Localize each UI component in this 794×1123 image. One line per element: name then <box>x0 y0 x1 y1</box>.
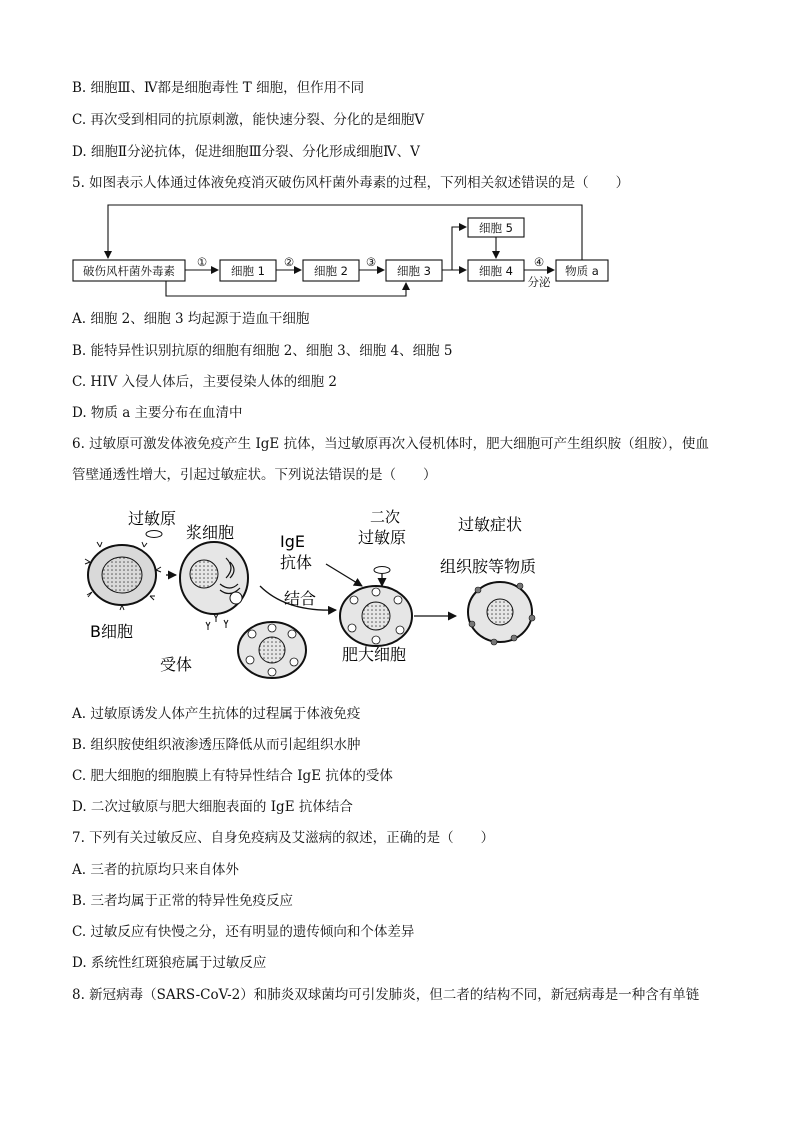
plasma-cell-label: 浆细胞 <box>186 523 235 542</box>
secrete-label: 分泌 <box>527 275 551 289</box>
box-toxin-label: 破伤风杆菌外毒素 <box>83 264 175 278</box>
step-2: ② <box>283 255 295 269</box>
box-cell5-label: 细胞 5 <box>479 221 513 235</box>
q5-option-c: C. HIV 入侵人体后，主要侵染人体的细胞 2 <box>72 374 337 390</box>
mast-cell-lower-drawing <box>238 622 306 678</box>
q5-option-b: B. 能特异性识别抗原的细胞有细胞 2、细胞 3、细胞 4、细胞 5 <box>72 343 453 359</box>
b-cell-label: B细胞 <box>90 622 133 641</box>
degranulating-cell-drawing <box>468 582 535 645</box>
mast-cell-drawing <box>340 586 412 646</box>
box-cell4-label: 细胞 4 <box>479 264 513 278</box>
ige-label-1: IgE <box>280 532 305 551</box>
ige-label-2: 抗体 <box>280 553 313 572</box>
q6-allergy-figure <box>74 500 554 690</box>
q5-flow-diagram <box>68 200 613 302</box>
q4-option-b: B. 细胞Ⅲ、Ⅳ都是细胞毒性 T 细胞，但作用不同 <box>72 80 365 96</box>
mast-cell-label: 肥大细胞 <box>342 645 407 664</box>
step-1: ① <box>196 255 208 269</box>
q5-option-a: A. 细胞 2、细胞 3 均起源于造血干细胞 <box>72 311 310 327</box>
second-allergen-label-2: 过敏原 <box>358 528 407 547</box>
q7-option-a: A. 三者的抗原均只来自体外 <box>72 862 239 878</box>
symptom-label: 过敏症状 <box>458 515 523 534</box>
step-3: ③ <box>365 255 377 269</box>
bind-label: 结合 <box>284 589 317 608</box>
q4-option-d: D. 细胞Ⅱ分泌抗体，促进细胞Ⅲ分裂、分化形成细胞Ⅳ、Ⅴ <box>72 144 420 160</box>
box-cell2-label: 细胞 2 <box>314 264 348 278</box>
box-cell1-label: 细胞 1 <box>231 264 265 278</box>
box-cell3-label: 细胞 3 <box>397 264 431 278</box>
q7-option-d: D. 系统性红斑狼疮属于过敏反应 <box>72 955 267 971</box>
q4-option-c: C. 再次受到相同的抗原刺激，能快速分裂、分化的是细胞Ⅴ <box>72 112 425 128</box>
q6-option-c: C. 肥大细胞的细胞膜上有特异性结合 IgE 抗体的受体 <box>72 768 393 784</box>
q7-option-c: C. 过敏反应有快慢之分，还有明显的遗传倾向和个体差异 <box>72 924 415 940</box>
q6-stem-line2: 管壁通透性增大，引起过敏症状。下列说法错误的是（ ） <box>72 467 437 483</box>
q7-option-b: B. 三者均属于正常的特异性免疫反应 <box>72 893 294 909</box>
q6-option-a: A. 过敏原诱发人体产生抗体的过程属于体液免疫 <box>72 706 361 722</box>
q5-stem: 5. 如图表示人体通过体液免疫消灭破伤风杆菌外毒素的过程，下列相关叙述错误的是（ ） <box>72 175 630 191</box>
q6-option-d: D. 二次过敏原与肥大细胞表面的 IgE 抗体结合 <box>72 799 353 815</box>
q6-stem-line1: 6. 过敏原可激发体液免疫产生 IgE 抗体，当过敏原再次入侵机体时，肥大细胞可产生组织胺（组胺），使血 <box>72 436 709 452</box>
second-allergen-label-1: 二次 <box>370 508 401 526</box>
plasma-cell-drawing <box>180 542 248 630</box>
step-4: ④ <box>533 255 545 269</box>
q8-stem: 8. 新冠病毒（SARS-CoV-2）和肺炎双球菌均可引发肺炎，但二者的结构不同，新冠病毒是一种含有单链 <box>72 987 700 1003</box>
q7-stem: 7. 下列有关过敏反应、自身免疫病及艾滋病的叙述，正确的是（ ） <box>72 830 495 846</box>
histamine-label: 组织胺等物质 <box>440 557 537 576</box>
box-substance-a-label: 物质 a <box>565 264 599 278</box>
allergen-label: 过敏原 <box>128 509 177 528</box>
q5-option-d: D. 物质 a 主要分布在血清中 <box>72 405 243 421</box>
q6-option-b: B. 组织胺使组织液渗透压降低从而引起组织水肿 <box>72 737 361 753</box>
b-cell-drawing <box>85 531 162 611</box>
receptor-label: 受体 <box>160 655 193 674</box>
